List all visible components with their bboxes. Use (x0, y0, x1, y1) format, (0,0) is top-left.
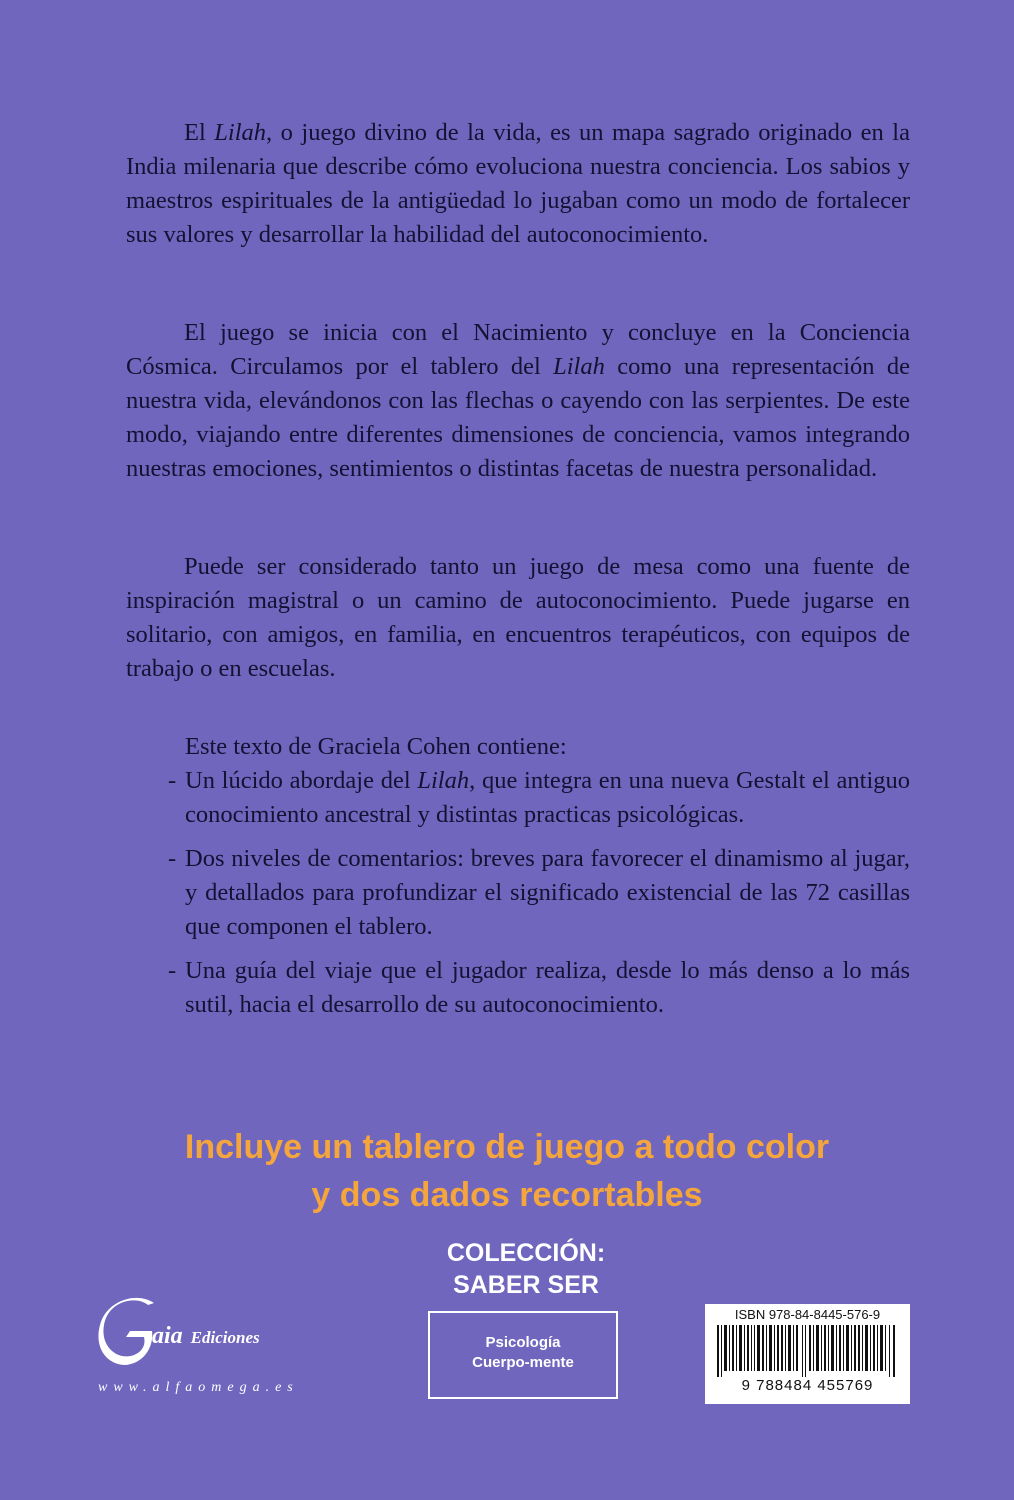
contents-list (126, 764, 910, 1032)
dash-bullet: - (168, 957, 177, 984)
barcode-icon (715, 1325, 901, 1377)
description-paragraph-3: Puede ser considerado tanto un juego de mesa como una fuente de inspiración magistral o un camino de autoconocimiento. Puede jugarse en solitario, con amigos, en familia, en encuentros terapéuticos, con equipos de trabajo o en escuelas. (126, 553, 910, 682)
description-paragraph-2: El juego se inicia con el Nacimiento y concluye en la Conciencia Cósmica. Circulamos por el tablero del Lilah como una representación de nuestra vida, elevándonos con las flechas o cayendo con las serpientes. De este modo, viajando entre diferentes dimensiones de conciencia, vamos integrando nuestras emociones, sentimientos o distintas facetas de nuestra personalidad. (126, 319, 910, 482)
publisher-url: www.alfaomega.es (98, 1380, 299, 1395)
publisher-logo (96, 1295, 396, 1375)
description-paragraph-1: El Lilah, o juego divino de la vida, es un mapa sagrado originado en la India milenaria que describe cómo evoluciona nuestra conciencia. Los sabios y maestros espirituales de la antigüedad lo jugaban como un modo de fortalecer sus valores y desarrollar la habilidad del autoconocimiento. (126, 119, 910, 248)
lilah-title: Lilah (214, 119, 267, 146)
lilah-title: Lilah (417, 767, 470, 794)
collection-title: COLECCIÓN: SABER SER (446, 1239, 606, 1299)
isbn-barcode-block (705, 1304, 910, 1404)
contents-intro: Este texto de Graciela Cohen contiene: (185, 733, 567, 760)
barcode-digits: 9 788484 455769 (741, 1377, 874, 1394)
collection-category-box: Psicología Cuerpo-mente (428, 1311, 618, 1399)
dash-bullet: - (168, 767, 177, 794)
lilah-title: Lilah (553, 353, 605, 380)
headline-line-1: Incluye un tablero de juego a todo color (184, 1128, 830, 1166)
list-item: - Dos niveles de comentarios: breves para favorecer el dinamismo al jugar, y detallados para profundizar el significado existencial de las 72 casillas que componen el tablero. (126, 842, 910, 944)
list-item: - Una guía del viaje que el jugador realiza, desde lo más denso a lo más sutil, hacia el desarrollo de su autoconocimiento. (126, 954, 910, 1022)
list-item: - Un lúcido abordaje del Lilah, que integra en una nueva Gestalt el antiguo conocimiento ancestral y distintas practicas psicológicas. (126, 764, 910, 832)
publisher-name: aia Ediciones (152, 1323, 260, 1349)
headline-line-2: y dos dados recortables (311, 1176, 703, 1214)
promo-headline (0, 1123, 1014, 1219)
publisher-imprint: Ediciones (190, 1328, 260, 1347)
dash-bullet: - (168, 845, 177, 872)
isbn-label: ISBN 978-84-8445-576-9 (734, 1307, 881, 1322)
